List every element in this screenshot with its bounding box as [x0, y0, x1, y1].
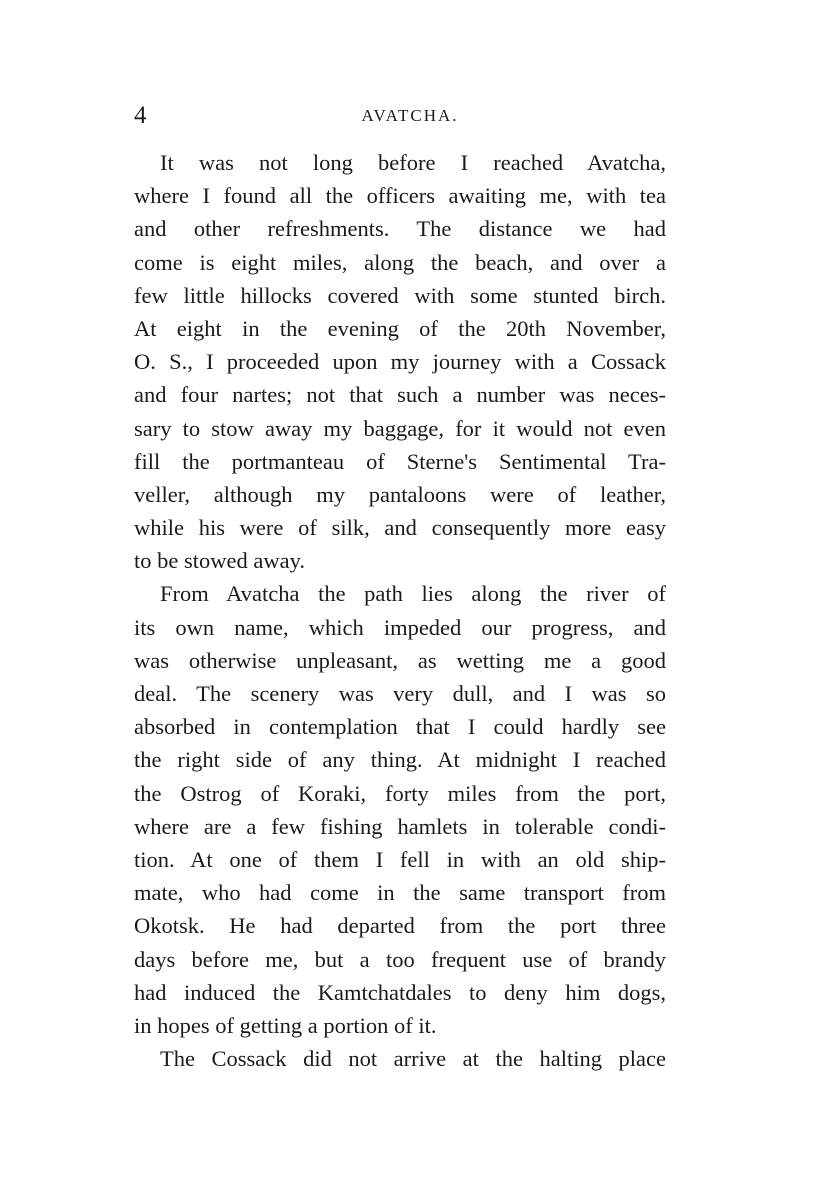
- text-line: come is eight miles, along the beach, and over a: [134, 249, 666, 275]
- text-line: where I found all the officers awaiting me, with tea: [134, 183, 666, 209]
- text-line: the Ostrog of Koraki, forty miles from the port,: [134, 780, 666, 806]
- text-line: fill the portmanteau of Sterne's Sentimental Tra-: [134, 448, 666, 474]
- text-line: was otherwise unpleasant, as wetting me a good: [134, 647, 666, 673]
- text-line: while his were of silk, and consequently more easy: [134, 515, 666, 541]
- text-line: to be stowed away.: [134, 548, 305, 574]
- text-line: days before me, but a too frequent use of brandy: [134, 946, 666, 972]
- text-line: where are a few fishing hamlets in tolerable condi-: [134, 813, 666, 839]
- page-header: [134, 96, 666, 136]
- text-line: veller, although my pantaloons were of leather,: [134, 481, 666, 507]
- text-line: its own name, which impeded our progress, and: [134, 614, 666, 640]
- text-line: deal. The scenery was very dull, and I was so: [134, 681, 666, 706]
- text-line: It was not long before I reached Avatcha,: [160, 150, 666, 175]
- text-line: The Cossack did not arrive at the halting place: [160, 1046, 666, 1072]
- text-line: From Avatcha the path lies along the river of: [160, 581, 666, 607]
- text-line: sary to stow away my baggage, for it would not even: [134, 415, 666, 441]
- text-line: At eight in the evening of the 20th November,: [134, 315, 666, 341]
- running-title: AVATCHA.: [361, 106, 459, 125]
- text-line: Okotsk. He had departed from the port three: [134, 913, 666, 939]
- text-line: and four nartes; not that such a number was neces-: [134, 382, 666, 408]
- text-line: had induced the Kamtchatdales to deny him dogs,: [134, 979, 666, 1005]
- text-line: in hopes of getting a portion of it.: [134, 1012, 437, 1038]
- body-text: [134, 146, 666, 1075]
- text-line: O. S., I proceeded upon my journey with a Cossack: [134, 349, 666, 375]
- text-line: mate, who had come in the same transport from: [134, 880, 666, 906]
- text-line: absorbed in contemplation that I could hardly see: [134, 714, 666, 740]
- page-number: 4: [134, 102, 147, 129]
- text-line: the right side of any thing. At midnight I reached: [134, 747, 666, 773]
- text-line: and other refreshments. The distance we had: [134, 216, 666, 242]
- text-line: few little hillocks covered with some stunted birch.: [134, 282, 666, 308]
- text-line: tion. At one of them I fell in with an old ship-: [134, 846, 666, 872]
